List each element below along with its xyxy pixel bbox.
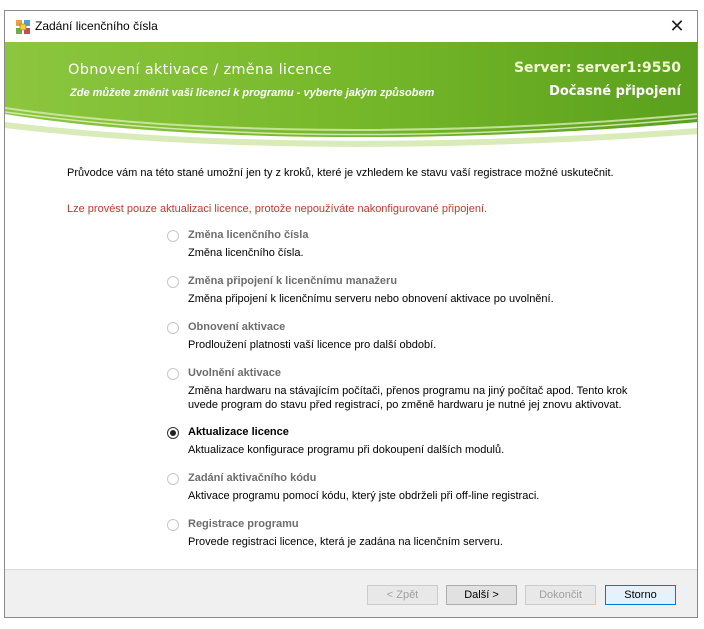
option-description: Aktivace programu pomocí kódu, který jste obdrželi při off-line registraci. [188, 490, 540, 502]
option-label: Obnovení aktivace [188, 321, 286, 333]
window-title: Zadání licenčního čísla [35, 19, 158, 33]
connection-status: Dočasné připojení [549, 84, 681, 99]
radio-button-selected[interactable] [167, 427, 179, 439]
radio-button[interactable] [167, 322, 179, 334]
radio-button[interactable] [167, 519, 179, 531]
close-icon: ✕ [669, 16, 685, 37]
license-wizard-window [4, 10, 698, 618]
option-description: Změna hardwaru na stávajícím počítači, přenos programu na jiný počítač apod. Tento krok uvede program do stavu před registrací, po změně hardwaru je nutné jej znovu aktivovat. [188, 385, 628, 411]
server-label: Server: server1:9550 [513, 60, 681, 76]
warning-text: Lze provést pouze aktualizaci licence, protože nepoužíváte nakonfigurované připojení. [67, 203, 488, 215]
title-bar [5, 11, 697, 42]
option-description: Provede registraci licence, která je zadána na licenčním serveru. [188, 536, 503, 548]
option-label: Uvolnění aktivace [188, 367, 281, 379]
banner-title: Obnovení aktivace / změna licence [68, 62, 332, 78]
back-button[interactable]: < Zpět [367, 585, 438, 605]
option-description: Aktualizace konfigurace programu při dokoupení dalších modulů. [188, 444, 505, 456]
close-button[interactable] [657, 11, 697, 42]
option-label: Změna připojení k licenčnímu manažeru [188, 275, 398, 287]
next-button[interactable]: Další > [446, 585, 517, 605]
radio-button[interactable] [167, 276, 179, 288]
cancel-button[interactable]: Storno [605, 585, 676, 605]
option-label: Zadání aktivačního kódu [188, 472, 317, 484]
intro-text: Průvodce vám na této stané umožní jen ty z kroků, které je vzhledem ke stavu vaší registrace možné uskutečnit. [67, 167, 614, 179]
banner-subtitle: Zde můžete změnit vaši licenci k programu - vyberte jakým způsobem [70, 87, 435, 99]
option-label: Změna licenčního čísla [188, 229, 309, 241]
header-banner [5, 42, 697, 150]
radio-button[interactable] [167, 473, 179, 485]
license-app-icon [15, 19, 31, 35]
radio-button[interactable] [167, 230, 179, 242]
option-label: Aktualizace licence [188, 426, 289, 438]
finish-button[interactable]: Dokončit [525, 585, 596, 605]
option-description: Změna připojení k licenčnímu serveru nebo obnovení aktivace po uvolnění. [188, 293, 554, 305]
radio-button[interactable] [167, 368, 179, 380]
option-description: Prodloužení platnosti vaší licence pro další období. [188, 339, 437, 351]
button-bar [5, 569, 697, 618]
option-description: Změna licenčního čísla. [188, 247, 304, 259]
option-label: Registrace programu [188, 518, 299, 530]
